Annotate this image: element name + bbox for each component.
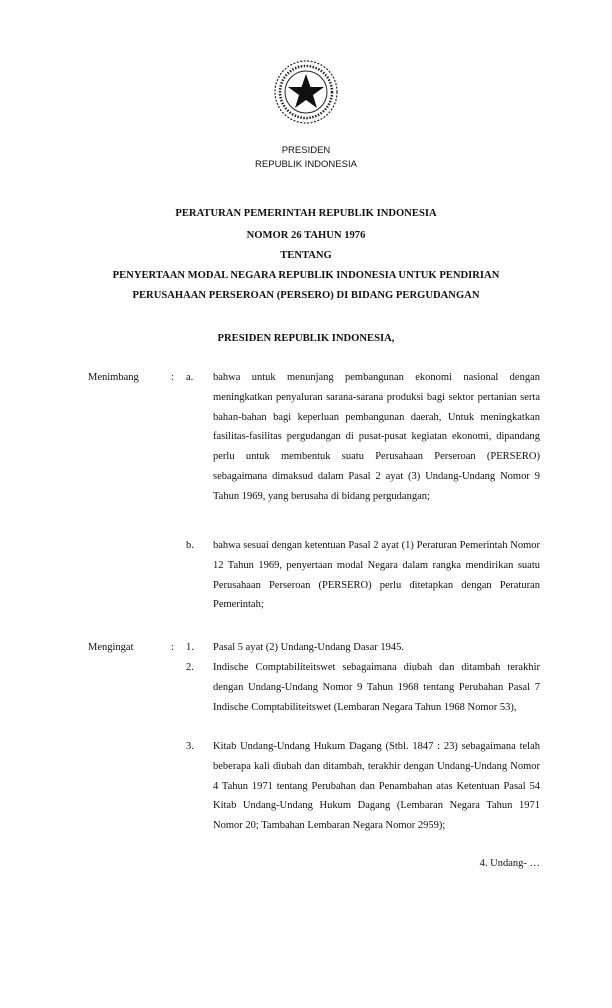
item-marker: a. <box>186 372 194 383</box>
menimbang-item <box>186 368 540 507</box>
mengingat-item <box>186 737 540 836</box>
item-text: Pasal 5 ayat (2) Undang-Undang Dasar 1945. <box>213 642 404 653</box>
presidential-seal-icon <box>272 58 340 126</box>
item-marker: b. <box>186 540 194 551</box>
header-president: PRESIDEN <box>281 145 331 156</box>
menimbang-colon: : <box>171 372 174 383</box>
item-text: bahwa sesuai dengan ketentuan Pasal 2 ayat (1) Peraturan Pemerintah Nomor 12 Tahun 1969, penyertaan modal Negara dalam rangka mendirikan suatu Perusahaan Perseroan (PERSERO) perlu ditetapkan dengan Peraturan Pemerintah; <box>213 540 540 611</box>
item-text: Indische Comptabiliteitswet sebagaimana diubah dan ditambah terakhir dengan Undang-Undang Nomor 9 Tahun 1968 tentang Perubahan Pasal 7 Indische Comptabiliteitswet (Lembaran Negara Tahun 1968 Nomor 53), <box>213 662 540 713</box>
menimbang-item <box>186 536 540 615</box>
title-about: TENTANG <box>280 250 332 261</box>
item-text: Kitab Undang-Undang Hukum Dagang (Stbl. 1847 : 23) sebagaimana telah beberapa kali diubah dan ditambah, terakhir dengan Undang-Undang Nomor 4 Tahun 1971 tentang Perubahan dan Penambahan atas Ketentuan Pasal 54 Kitab Undang-Undang Hukum Dagang (Lembaran Negara Tahun 1971 Nomor 20; Tambahan Lembaran Negara Nomor 2959); <box>213 741 540 832</box>
header-republic: REPUBLIK INDONESIA <box>255 159 357 170</box>
item-marker: 3. <box>186 741 194 752</box>
title-number: NOMOR 26 TAHUN 1976 <box>246 230 366 241</box>
title-subject-1: PENYERTAAN MODAL NEGARA REPUBLIK INDONESIA UNTUK PENDIRIAN <box>112 270 500 281</box>
title-subject-2: PERUSAHAAN PERSEROAN (PERSERO) DI BIDANG PERGUDANGAN <box>132 290 480 301</box>
menimbang-label: Menimbang <box>88 372 139 383</box>
mengingat-item <box>186 638 540 658</box>
item-marker: 2. <box>186 662 194 673</box>
mengingat-label: Mengingat <box>88 642 134 653</box>
page-continuation: 4. Undang- … <box>479 858 540 869</box>
title-regulation: PERATURAN PEMERINTAH REPUBLIK INDONESIA <box>175 208 437 219</box>
mengingat-colon: : <box>171 642 174 653</box>
item-marker: 1. <box>186 642 194 653</box>
mengingat-item <box>186 658 540 717</box>
title-president: PRESIDEN REPUBLIK INDONESIA, <box>217 333 395 344</box>
item-text: bahwa untuk menunjang pembangunan ekonomi nasional dengan meningkatkan penyaluran sarana-sarana produksi bagi sektor pertanian serta bahan-bahan bagi keperluan pembangunan daerah, Untuk meningkatkan fasilitas-fasilitas pergudangan di pusat-pusat kegiatan ekonomi, dipandang perlu untuk membentuk suatu Perusahaan Perseroan (PERSERO) sebagaimana dimaksud dalam Pasal 2 ayat (3) Undang-Undang Nomor 9 Tahun 1969, yang berusaha di bidang pergudangan; <box>213 372 540 502</box>
